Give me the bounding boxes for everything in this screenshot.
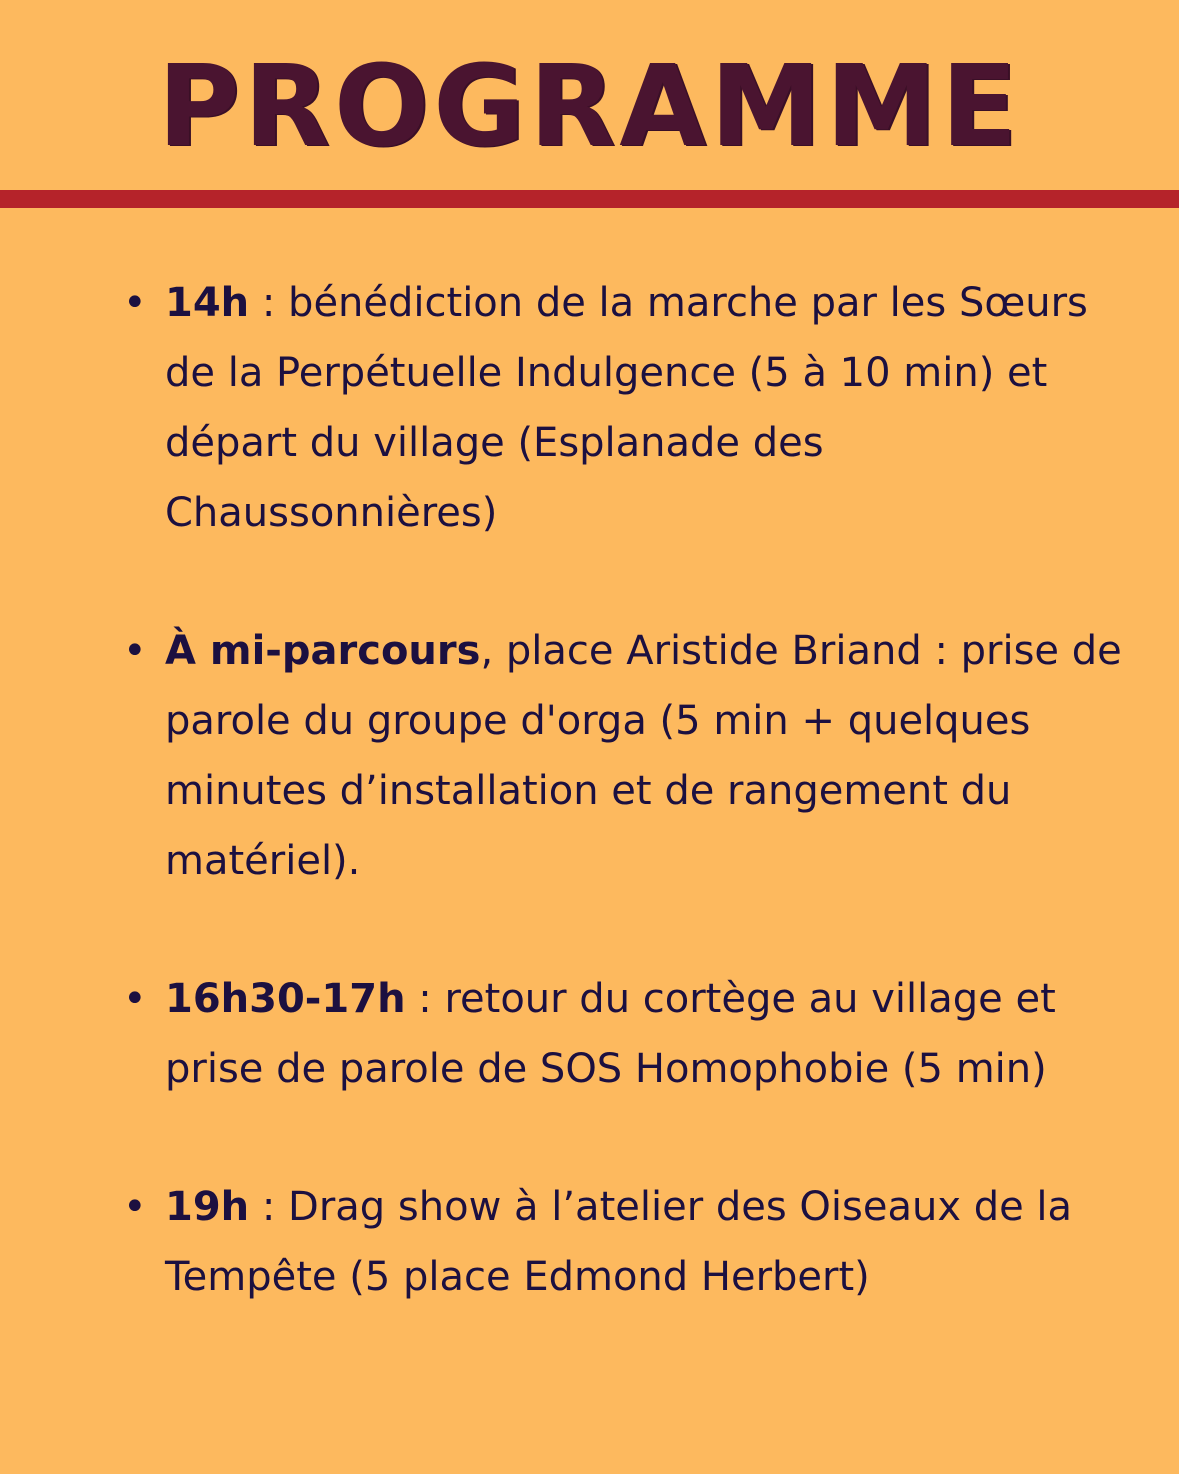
item-time: 14h xyxy=(165,280,250,326)
item-text: : retour du cortège au village et prise de parole de SOS Homophobie (5 min) xyxy=(165,976,1056,1092)
bullet-icon: • xyxy=(123,280,147,326)
list-item xyxy=(123,964,1125,1104)
list-item xyxy=(123,616,1125,896)
item-text: : Drag show à l’atelier des Oiseaux de la Tempête (5 place Edmond Herbert) xyxy=(165,1184,1073,1300)
item-text: , place Aristide Briand : prise de parole du groupe d'orga (5 min + quelques minutes d’installation et de rangement du matériel). xyxy=(165,628,1122,884)
item-time: À mi-parcours xyxy=(165,628,481,674)
bullet-icon: • xyxy=(123,1184,147,1230)
bullet-icon: • xyxy=(123,628,147,674)
page-title: PROGRAMME xyxy=(157,42,1022,172)
item-text: : bénédiction de la marche par les Sœurs de la Perpétuelle Indulgence (5 à 10 min) et départ du village (Esplanade des Chaussonnières) xyxy=(165,280,1088,536)
list-item xyxy=(123,268,1125,548)
item-time: 16h30-17h xyxy=(165,976,406,1022)
bullet-icon: • xyxy=(123,976,147,1022)
list-item xyxy=(123,1172,1125,1312)
divider xyxy=(0,190,1179,208)
programme-list xyxy=(123,268,1125,1380)
item-time: 19h xyxy=(165,1184,250,1230)
